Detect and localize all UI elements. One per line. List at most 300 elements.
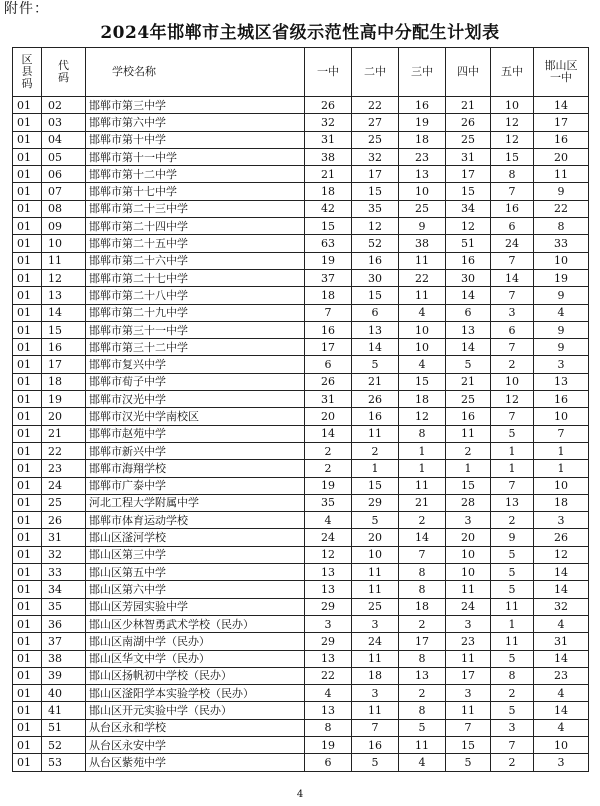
school-name-cell: 邯郸市第三中学 xyxy=(86,97,305,114)
no4-cell: 5 xyxy=(446,356,491,373)
no4-cell: 25 xyxy=(446,391,491,408)
no5-cell: 13 xyxy=(491,494,534,511)
school-name-cell: 邯郸市第十七中学 xyxy=(86,183,305,200)
school-name-cell: 邯郸市第六中学 xyxy=(86,114,305,131)
code-cell: 25 xyxy=(42,494,86,511)
school-name-cell: 邯山区滏阳学本实验学校（民办） xyxy=(86,685,305,702)
handan-district-no1-cell: 33 xyxy=(534,235,589,252)
no5-cell: 12 xyxy=(491,114,534,131)
no4-cell: 14 xyxy=(446,287,491,304)
district-cell: 01 xyxy=(13,97,42,114)
no2-cell: 5 xyxy=(352,754,399,771)
district-cell: 01 xyxy=(13,650,42,667)
district-cell: 01 xyxy=(13,235,42,252)
handan-district-no1-cell: 26 xyxy=(534,529,589,546)
no2-cell: 29 xyxy=(352,494,399,511)
code-cell: 51 xyxy=(42,719,86,736)
no2-cell: 30 xyxy=(352,269,399,286)
handan-district-no1-cell: 31 xyxy=(534,633,589,650)
table-row xyxy=(13,304,589,321)
attachment-label: 附件： xyxy=(4,1,49,17)
code-cell: 33 xyxy=(42,564,86,581)
no3-cell: 15 xyxy=(399,373,446,390)
no4-cell: 26 xyxy=(446,114,491,131)
no1-cell: 38 xyxy=(305,148,352,165)
no3-cell: 10 xyxy=(399,339,446,356)
code-cell: 16 xyxy=(42,339,86,356)
school-name-cell: 邯山区滏河学校 xyxy=(86,529,305,546)
no3-cell: 8 xyxy=(399,702,446,719)
no5-cell: 7 xyxy=(491,252,534,269)
no4-cell: 3 xyxy=(446,615,491,632)
code-cell: 26 xyxy=(42,512,86,529)
no3-cell: 10 xyxy=(399,321,446,338)
no5-cell: 7 xyxy=(491,183,534,200)
header-no2: 二中 xyxy=(352,48,399,97)
no5-cell: 3 xyxy=(491,304,534,321)
no5-cell: 11 xyxy=(491,598,534,615)
school-name-cell: 邯郸市第十二中学 xyxy=(86,166,305,183)
table-row xyxy=(13,546,589,563)
code-cell: 39 xyxy=(42,667,86,684)
header-no5: 五中 xyxy=(491,48,534,97)
school-name-cell: 邯山区第五中学 xyxy=(86,564,305,581)
handan-district-no1-cell: 3 xyxy=(534,356,589,373)
table-row xyxy=(13,114,589,131)
no4-cell: 20 xyxy=(446,529,491,546)
district-cell: 01 xyxy=(13,373,42,390)
no2-cell: 22 xyxy=(352,97,399,114)
no1-cell: 29 xyxy=(305,598,352,615)
header-school-name: 学校名称 xyxy=(86,48,305,97)
no3-cell: 8 xyxy=(399,425,446,442)
no4-cell: 11 xyxy=(446,425,491,442)
district-cell: 01 xyxy=(13,200,42,217)
handan-district-no1-cell: 14 xyxy=(534,650,589,667)
handan-district-no1-cell: 12 xyxy=(534,546,589,563)
table-row xyxy=(13,200,589,217)
no4-cell: 30 xyxy=(446,269,491,286)
handan-district-no1-cell: 3 xyxy=(534,512,589,529)
school-name-cell: 邯郸市新兴中学 xyxy=(86,442,305,459)
no2-cell: 15 xyxy=(352,287,399,304)
no2-cell: 10 xyxy=(352,546,399,563)
table-row xyxy=(13,615,589,632)
code-cell: 36 xyxy=(42,615,86,632)
handan-district-no1-cell: 8 xyxy=(534,218,589,235)
no2-cell: 52 xyxy=(352,235,399,252)
no2-cell: 11 xyxy=(352,581,399,598)
no4-cell: 16 xyxy=(446,408,491,425)
handan-district-no1-cell: 4 xyxy=(534,685,589,702)
table-row xyxy=(13,581,589,598)
no4-cell: 1 xyxy=(446,460,491,477)
table-row xyxy=(13,477,589,494)
no5-cell: 7 xyxy=(491,408,534,425)
code-cell: 53 xyxy=(42,754,86,771)
header-handan-district-no1: 邯山区一中 xyxy=(534,48,589,97)
no1-cell: 37 xyxy=(305,269,352,286)
handan-district-no1-cell: 4 xyxy=(534,719,589,736)
no5-cell: 11 xyxy=(491,633,534,650)
school-name-cell: 邯郸市第三十一中学 xyxy=(86,321,305,338)
handan-district-no1-cell: 20 xyxy=(534,148,589,165)
no5-cell: 1 xyxy=(491,442,534,459)
no3-cell: 2 xyxy=(399,512,446,529)
handan-district-no1-cell: 16 xyxy=(534,391,589,408)
no2-cell: 6 xyxy=(352,304,399,321)
no5-cell: 5 xyxy=(491,650,534,667)
no3-cell: 2 xyxy=(399,685,446,702)
no2-cell: 18 xyxy=(352,667,399,684)
no2-cell: 16 xyxy=(352,408,399,425)
district-cell: 01 xyxy=(13,512,42,529)
no2-cell: 11 xyxy=(352,425,399,442)
no5-cell: 1 xyxy=(491,615,534,632)
no2-cell: 15 xyxy=(352,477,399,494)
no2-cell: 20 xyxy=(352,529,399,546)
no3-cell: 11 xyxy=(399,477,446,494)
no2-cell: 24 xyxy=(352,633,399,650)
no1-cell: 3 xyxy=(305,615,352,632)
no4-cell: 51 xyxy=(446,235,491,252)
table-row xyxy=(13,598,589,615)
no4-cell: 28 xyxy=(446,494,491,511)
code-cell: 02 xyxy=(42,97,86,114)
no2-cell: 27 xyxy=(352,114,399,131)
district-cell: 01 xyxy=(13,494,42,511)
no3-cell: 11 xyxy=(399,287,446,304)
header-no1: 一中 xyxy=(305,48,352,97)
handan-district-no1-cell: 14 xyxy=(534,564,589,581)
school-name-cell: 邯山区第三中学 xyxy=(86,546,305,563)
district-cell: 01 xyxy=(13,321,42,338)
code-cell: 14 xyxy=(42,304,86,321)
no5-cell: 5 xyxy=(491,546,534,563)
no1-cell: 18 xyxy=(305,287,352,304)
district-cell: 01 xyxy=(13,460,42,477)
district-cell: 01 xyxy=(13,166,42,183)
handan-district-no1-cell: 14 xyxy=(534,581,589,598)
school-name-cell: 从台区永和学校 xyxy=(86,719,305,736)
no3-cell: 13 xyxy=(399,166,446,183)
no2-cell: 5 xyxy=(352,356,399,373)
handan-district-no1-cell: 14 xyxy=(534,97,589,114)
no5-cell: 3 xyxy=(491,719,534,736)
school-name-cell: 从台区永安中学 xyxy=(86,736,305,753)
no5-cell: 2 xyxy=(491,356,534,373)
school-name-cell: 邯郸市第三十二中学 xyxy=(86,339,305,356)
school-name-cell: 邯山区华文中学（民办） xyxy=(86,650,305,667)
table-row xyxy=(13,183,589,200)
school-name-cell: 邯山区第六中学 xyxy=(86,581,305,598)
handan-district-no1-cell: 32 xyxy=(534,598,589,615)
no4-cell: 12 xyxy=(446,218,491,235)
district-cell: 01 xyxy=(13,252,42,269)
no2-cell: 25 xyxy=(352,131,399,148)
no5-cell: 6 xyxy=(491,321,534,338)
table-row xyxy=(13,494,589,511)
no2-cell: 11 xyxy=(352,564,399,581)
district-cell: 01 xyxy=(13,477,42,494)
table-row xyxy=(13,391,589,408)
no3-cell: 12 xyxy=(399,408,446,425)
no3-cell: 1 xyxy=(399,460,446,477)
table-row xyxy=(13,702,589,719)
no5-cell: 5 xyxy=(491,702,534,719)
no3-cell: 25 xyxy=(399,200,446,217)
district-cell: 01 xyxy=(13,719,42,736)
code-cell: 17 xyxy=(42,356,86,373)
table-row xyxy=(13,408,589,425)
code-cell: 07 xyxy=(42,183,86,200)
handan-district-no1-cell: 7 xyxy=(534,425,589,442)
no1-cell: 26 xyxy=(305,373,352,390)
no4-cell: 21 xyxy=(446,97,491,114)
no3-cell: 10 xyxy=(399,183,446,200)
district-cell: 01 xyxy=(13,131,42,148)
no4-cell: 11 xyxy=(446,581,491,598)
no5-cell: 7 xyxy=(491,477,534,494)
code-cell: 35 xyxy=(42,598,86,615)
no3-cell: 14 xyxy=(399,529,446,546)
table-row xyxy=(13,269,589,286)
school-name-cell: 邯郸市第二十九中学 xyxy=(86,304,305,321)
no5-cell: 12 xyxy=(491,391,534,408)
code-cell: 08 xyxy=(42,200,86,217)
table-row xyxy=(13,754,589,771)
district-cell: 01 xyxy=(13,598,42,615)
district-cell: 01 xyxy=(13,633,42,650)
no1-cell: 4 xyxy=(305,512,352,529)
table-row xyxy=(13,719,589,736)
handan-district-no1-cell: 4 xyxy=(534,304,589,321)
school-name-cell: 邯山区芳园实验中学 xyxy=(86,598,305,615)
no4-cell: 16 xyxy=(446,252,491,269)
school-name-cell: 邯山区少林智勇武术学校（民办） xyxy=(86,615,305,632)
no1-cell: 8 xyxy=(305,719,352,736)
table-row xyxy=(13,339,589,356)
school-name-cell: 邯郸市海翔学校 xyxy=(86,460,305,477)
no3-cell: 18 xyxy=(399,391,446,408)
no4-cell: 31 xyxy=(446,148,491,165)
no5-cell: 16 xyxy=(491,200,534,217)
table-row xyxy=(13,685,589,702)
no1-cell: 31 xyxy=(305,391,352,408)
no3-cell: 8 xyxy=(399,581,446,598)
no5-cell: 9 xyxy=(491,529,534,546)
school-name-cell: 邯郸市第二十四中学 xyxy=(86,218,305,235)
no4-cell: 17 xyxy=(446,166,491,183)
no1-cell: 13 xyxy=(305,650,352,667)
no5-cell: 10 xyxy=(491,373,534,390)
school-name-cell: 邯郸市第二十六中学 xyxy=(86,252,305,269)
handan-district-no1-cell: 18 xyxy=(534,494,589,511)
code-cell: 38 xyxy=(42,650,86,667)
table-row xyxy=(13,442,589,459)
no5-cell: 5 xyxy=(491,581,534,598)
no2-cell: 12 xyxy=(352,218,399,235)
no4-cell: 5 xyxy=(446,754,491,771)
district-cell: 01 xyxy=(13,287,42,304)
table-row xyxy=(13,564,589,581)
code-cell: 13 xyxy=(42,287,86,304)
allocation-table xyxy=(12,47,589,772)
no1-cell: 26 xyxy=(305,97,352,114)
table-row xyxy=(13,650,589,667)
code-cell: 34 xyxy=(42,581,86,598)
district-cell: 01 xyxy=(13,442,42,459)
no1-cell: 14 xyxy=(305,425,352,442)
table-row xyxy=(13,218,589,235)
no5-cell: 2 xyxy=(491,512,534,529)
no2-cell: 32 xyxy=(352,148,399,165)
table-row xyxy=(13,97,589,114)
no5-cell: 7 xyxy=(491,339,534,356)
page-number: 4 xyxy=(296,789,304,800)
handan-district-no1-cell: 9 xyxy=(534,287,589,304)
district-cell: 01 xyxy=(13,736,42,753)
handan-district-no1-cell: 11 xyxy=(534,166,589,183)
district-cell: 01 xyxy=(13,148,42,165)
no5-cell: 2 xyxy=(491,685,534,702)
school-name-cell: 邯郸市第二十八中学 xyxy=(86,287,305,304)
no1-cell: 32 xyxy=(305,114,352,131)
no1-cell: 35 xyxy=(305,494,352,511)
code-cell: 41 xyxy=(42,702,86,719)
school-name-cell: 从台区紫苑中学 xyxy=(86,754,305,771)
no2-cell: 13 xyxy=(352,321,399,338)
no3-cell: 8 xyxy=(399,650,446,667)
code-cell: 19 xyxy=(42,391,86,408)
no2-cell: 21 xyxy=(352,373,399,390)
no1-cell: 19 xyxy=(305,252,352,269)
table-row xyxy=(13,667,589,684)
no5-cell: 2 xyxy=(491,754,534,771)
no1-cell: 6 xyxy=(305,356,352,373)
no3-cell: 19 xyxy=(399,114,446,131)
no3-cell: 17 xyxy=(399,633,446,650)
school-name-cell: 邯山区开元实验中学（民办） xyxy=(86,702,305,719)
no4-cell: 23 xyxy=(446,633,491,650)
no5-cell: 12 xyxy=(491,131,534,148)
no2-cell: 5 xyxy=(352,512,399,529)
no5-cell: 14 xyxy=(491,269,534,286)
code-cell: 20 xyxy=(42,408,86,425)
no4-cell: 3 xyxy=(446,685,491,702)
district-cell: 01 xyxy=(13,615,42,632)
no1-cell: 19 xyxy=(305,736,352,753)
table-row xyxy=(13,321,589,338)
handan-district-no1-cell: 10 xyxy=(534,477,589,494)
no5-cell: 5 xyxy=(491,564,534,581)
no2-cell: 11 xyxy=(352,702,399,719)
no1-cell: 13 xyxy=(305,581,352,598)
handan-district-no1-cell: 1 xyxy=(534,460,589,477)
table-body xyxy=(13,97,589,772)
no5-cell: 5 xyxy=(491,425,534,442)
no4-cell: 25 xyxy=(446,131,491,148)
no3-cell: 4 xyxy=(399,304,446,321)
handan-district-no1-cell: 23 xyxy=(534,667,589,684)
no3-cell: 38 xyxy=(399,235,446,252)
table-row xyxy=(13,373,589,390)
code-cell: 37 xyxy=(42,633,86,650)
no3-cell: 18 xyxy=(399,598,446,615)
no2-cell: 15 xyxy=(352,183,399,200)
no2-cell: 25 xyxy=(352,598,399,615)
no5-cell: 7 xyxy=(491,287,534,304)
code-cell: 03 xyxy=(42,114,86,131)
code-cell: 21 xyxy=(42,425,86,442)
no4-cell: 6 xyxy=(446,304,491,321)
no3-cell: 8 xyxy=(399,564,446,581)
no3-cell: 18 xyxy=(399,131,446,148)
code-cell: 31 xyxy=(42,529,86,546)
no1-cell: 17 xyxy=(305,339,352,356)
code-cell: 11 xyxy=(42,252,86,269)
no3-cell: 16 xyxy=(399,97,446,114)
no1-cell: 21 xyxy=(305,166,352,183)
handan-district-no1-cell: 16 xyxy=(534,131,589,148)
code-cell: 32 xyxy=(42,546,86,563)
no2-cell: 35 xyxy=(352,200,399,217)
no4-cell: 14 xyxy=(446,339,491,356)
table-row xyxy=(13,529,589,546)
handan-district-no1-cell: 1 xyxy=(534,442,589,459)
handan-district-no1-cell: 19 xyxy=(534,269,589,286)
district-cell: 01 xyxy=(13,667,42,684)
handan-district-no1-cell: 10 xyxy=(534,408,589,425)
no1-cell: 18 xyxy=(305,183,352,200)
code-cell: 10 xyxy=(42,235,86,252)
table-row xyxy=(13,287,589,304)
code-cell: 09 xyxy=(42,218,86,235)
code-cell: 52 xyxy=(42,736,86,753)
no1-cell: 13 xyxy=(305,702,352,719)
no3-cell: 21 xyxy=(399,494,446,511)
district-cell: 01 xyxy=(13,581,42,598)
code-cell: 22 xyxy=(42,442,86,459)
no4-cell: 17 xyxy=(446,667,491,684)
no5-cell: 6 xyxy=(491,218,534,235)
district-cell: 01 xyxy=(13,408,42,425)
district-cell: 01 xyxy=(13,183,42,200)
no3-cell: 23 xyxy=(399,148,446,165)
district-cell: 01 xyxy=(13,546,42,563)
school-name-cell: 邯山区南湖中学（民办） xyxy=(86,633,305,650)
no4-cell: 2 xyxy=(446,442,491,459)
no4-cell: 15 xyxy=(446,183,491,200)
school-name-cell: 邯郸市第十中学 xyxy=(86,131,305,148)
no5-cell: 15 xyxy=(491,148,534,165)
no1-cell: 42 xyxy=(305,200,352,217)
no2-cell: 17 xyxy=(352,166,399,183)
no1-cell: 63 xyxy=(305,235,352,252)
school-name-cell: 邯郸市体育运动学校 xyxy=(86,512,305,529)
handan-district-no1-cell: 9 xyxy=(534,183,589,200)
table-row xyxy=(13,736,589,753)
table-row xyxy=(13,131,589,148)
district-cell: 01 xyxy=(13,114,42,131)
no3-cell: 11 xyxy=(399,252,446,269)
document-title: 2024年邯郸市主城区省级示范性高中分配生计划表 xyxy=(100,23,500,43)
no3-cell: 4 xyxy=(399,754,446,771)
no5-cell: 24 xyxy=(491,235,534,252)
district-cell: 01 xyxy=(13,425,42,442)
header-no4: 四中 xyxy=(446,48,491,97)
district-cell: 01 xyxy=(13,269,42,286)
